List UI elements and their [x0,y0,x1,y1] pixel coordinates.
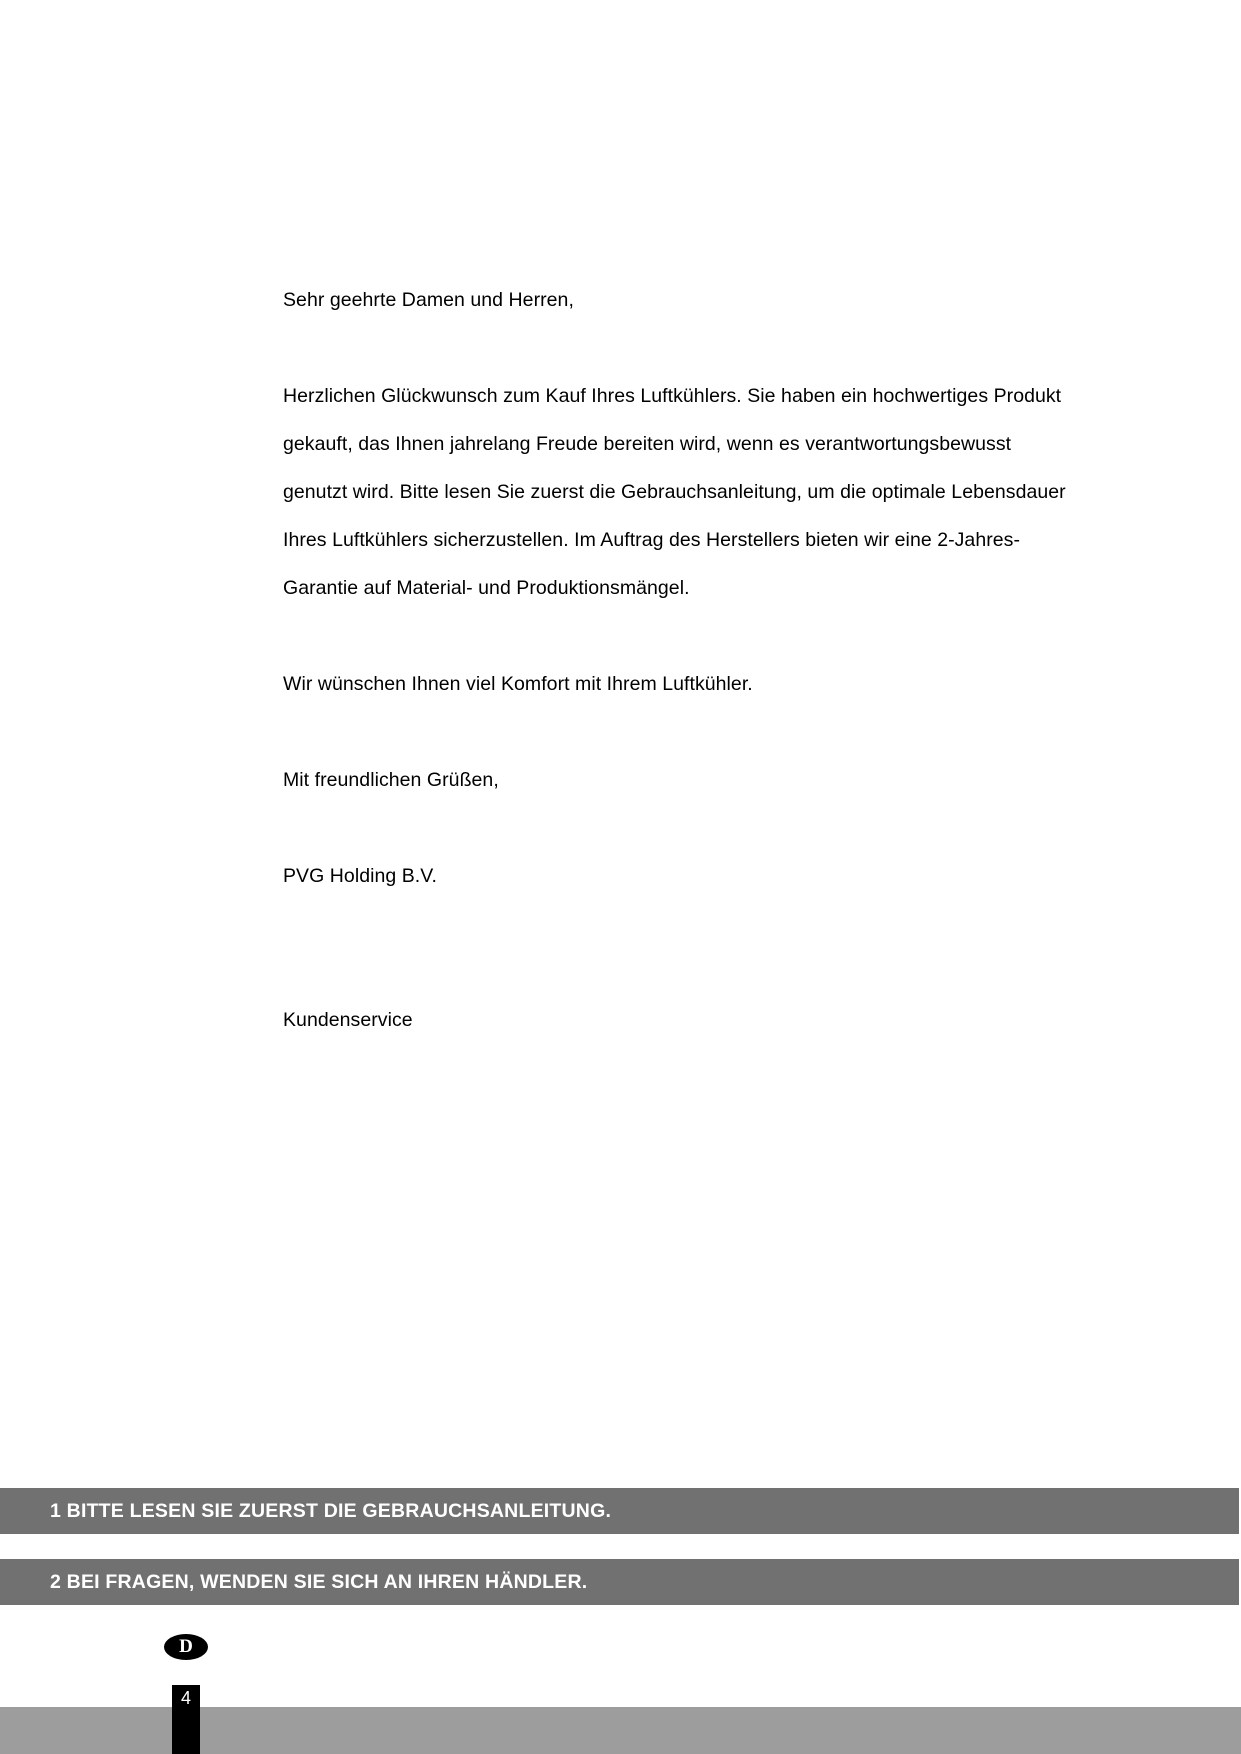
spacer [283,324,1143,372]
page-number-tab [172,1685,200,1754]
page-number: 4 [180,1688,191,1708]
instruction-banner-2: 2 BEI FRAGEN, WENDEN SIE SICH AN IHREN HÄNDLER. [0,1559,1239,1605]
spacer [283,900,1143,996]
closing-line: Mit freundlichen Grüßen, [283,769,499,791]
instruction-banner-1: 1 BITTE LESEN SIE ZUERST DIE GEBRAUCHSANLEITUNG. [0,1488,1239,1534]
wish-line: Wir wünschen Ihnen viel Komfort mit Ihrem Luftkühler. [283,673,753,695]
spacer [283,708,1143,756]
salutation: Sehr geehrte Damen und Herren, [283,289,574,311]
body-line: gekauft, das Ihnen jahrelang Freude bereiten wird, wenn es verantwortungsbewusst [283,433,1012,455]
body-line: Garantie auf Material- und Produktionsmängel. [283,577,690,599]
body-line: Herzlichen Glückwunsch zum Kauf Ihres Luftkühlers. Sie haben ein hochwertiges Produkt [283,385,1062,407]
body-line: genutzt wird. Bitte lesen Sie zuerst die Gebrauchsanleitung, um die optimale Lebensdauer [283,481,1066,503]
language-badge: D [164,1634,208,1660]
spacer [283,804,1143,852]
body-line: Ihres Luftkühlers sicherzustellen. Im Auftrag des Herstellers bieten wir eine 2-Jahres- [283,529,1021,551]
spacer [283,612,1143,660]
department-name: Kundenservice [283,1009,413,1031]
letter [283,276,1143,1044]
company-name: PVG Holding B.V. [283,865,438,887]
